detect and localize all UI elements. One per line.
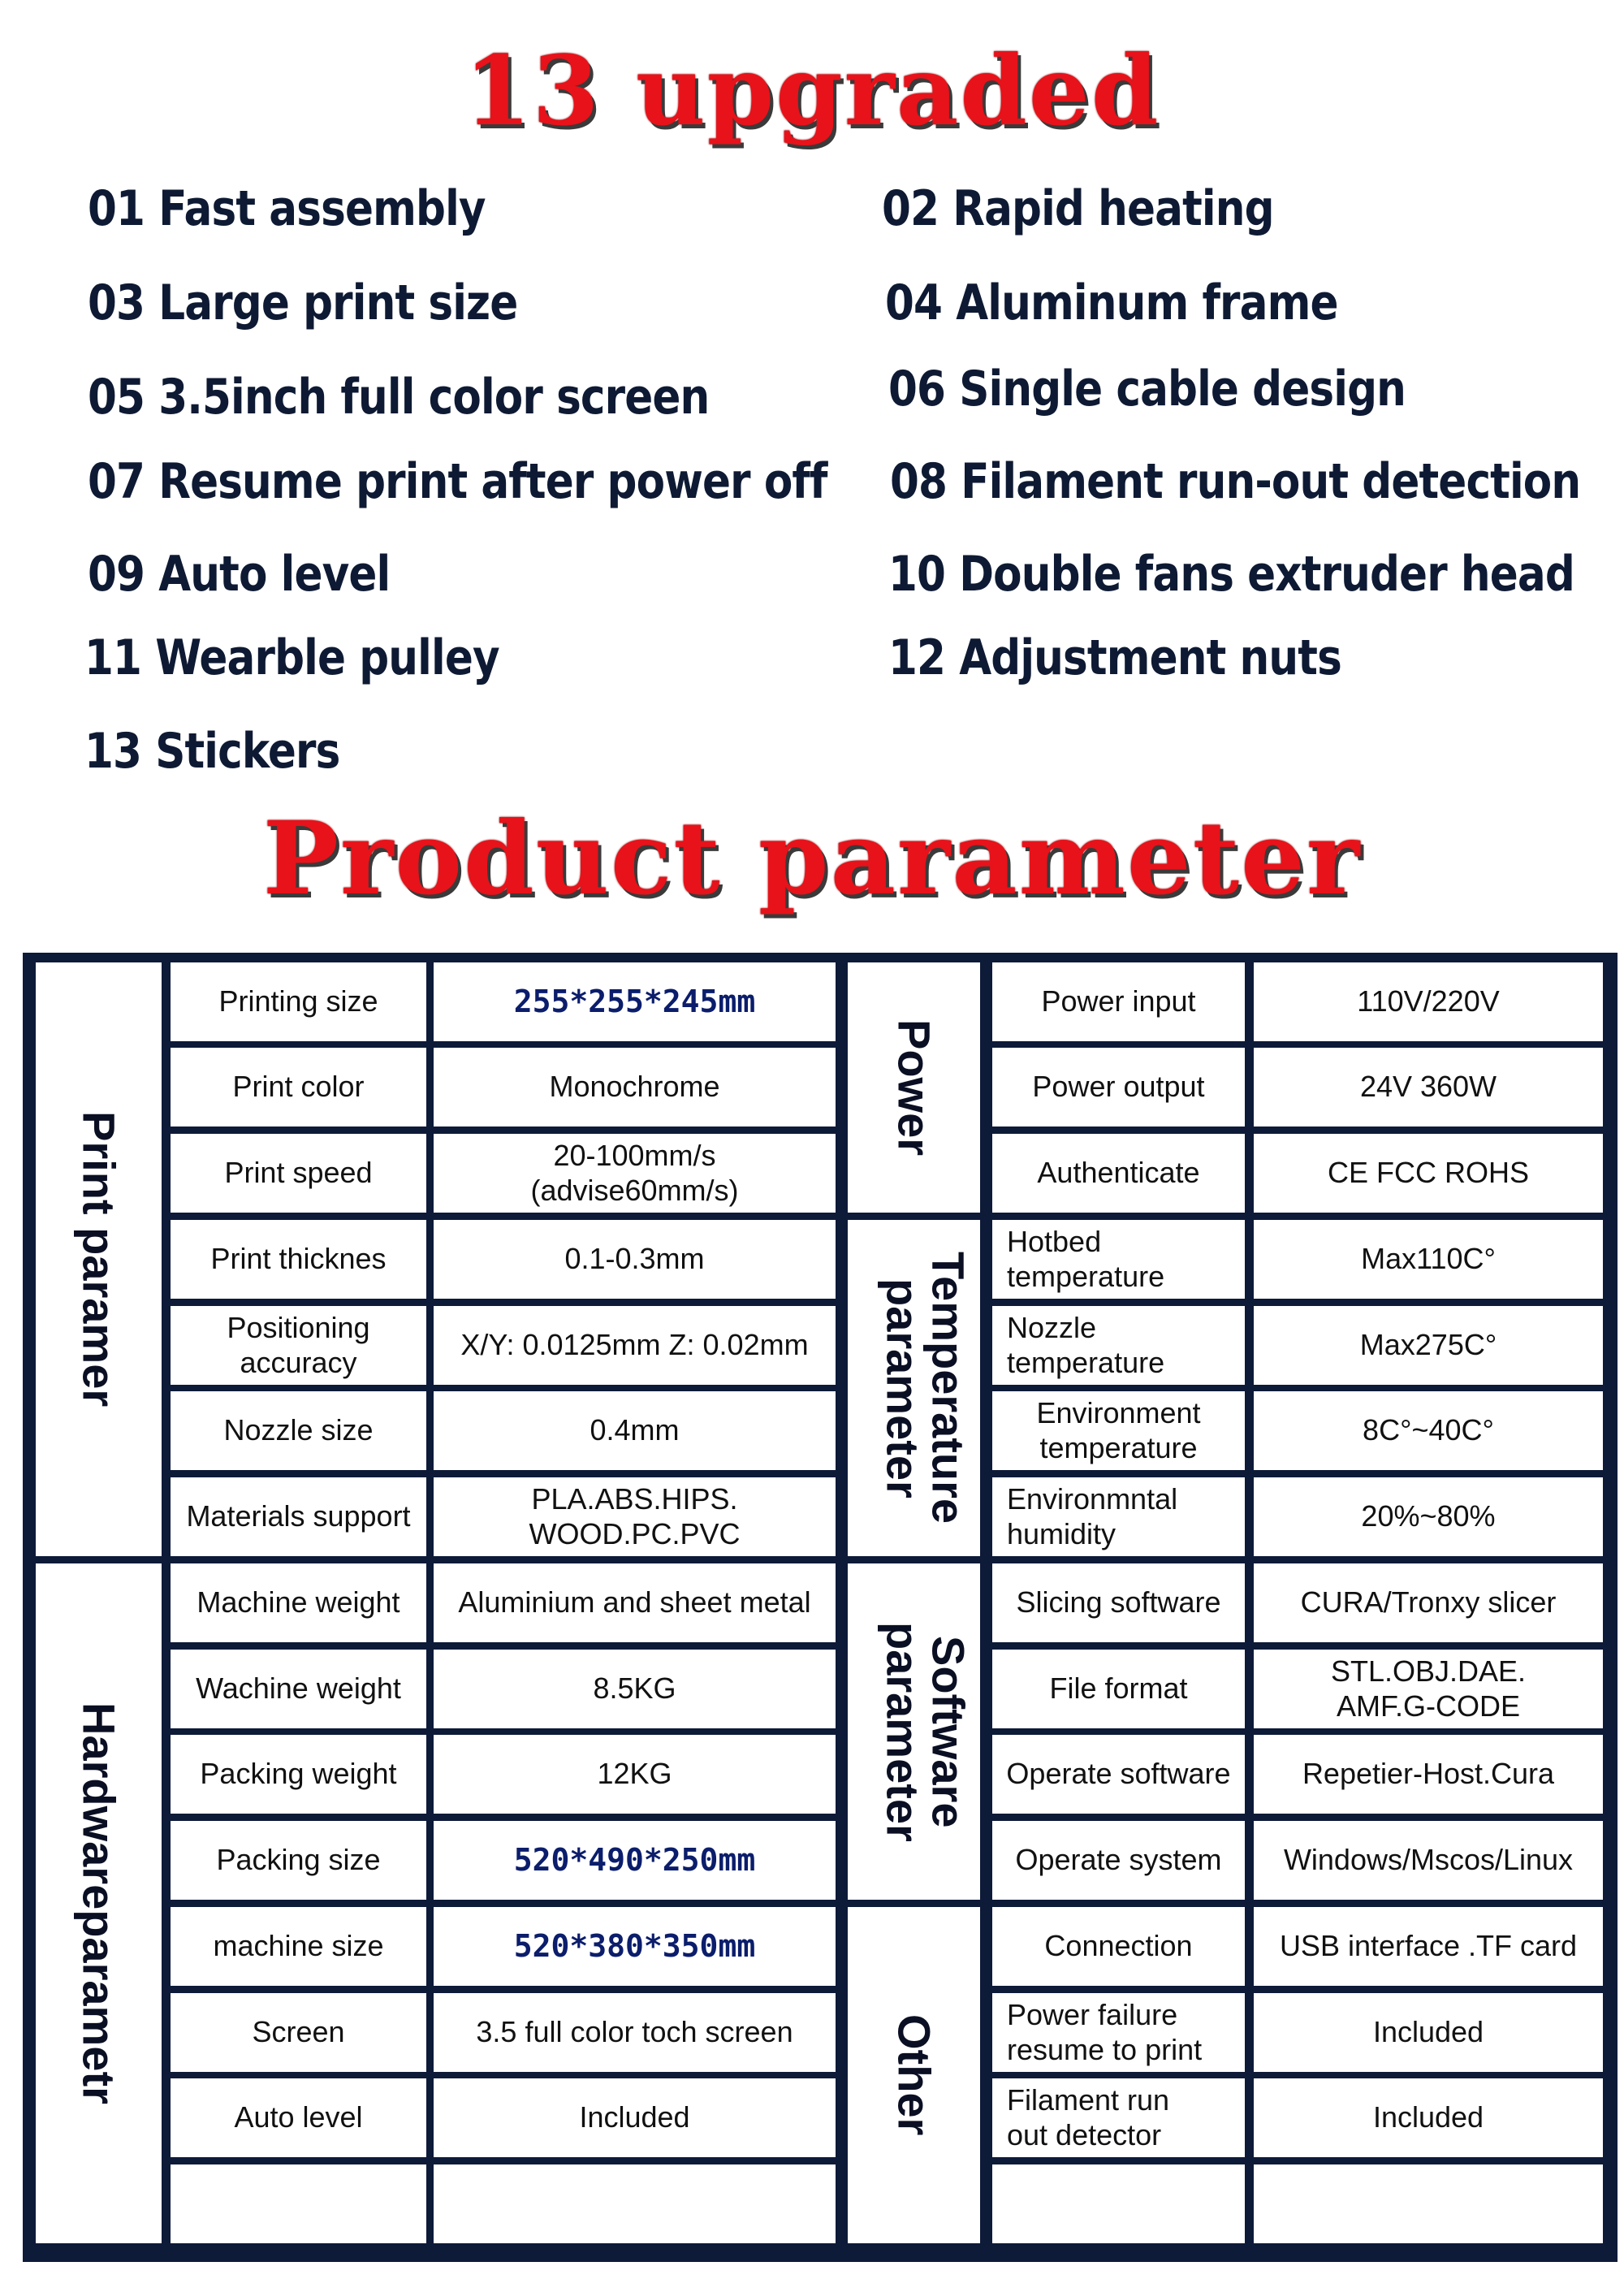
cell-text: 520*490*250mm [513,1842,756,1879]
param-label [171,1907,426,1986]
cell-text: 20%~80% [1361,1499,1496,1533]
param-value [434,1907,836,1986]
param-label [171,1563,426,1642]
cell-text: Max110C° [1361,1242,1496,1276]
cell-text: Materials support [186,1499,411,1533]
param-label [171,1477,426,1556]
group-label: Power [888,1018,940,1157]
param-label [171,1391,426,1470]
param-label [171,962,426,1041]
parameter-table [23,953,1618,2262]
cell-text: 8C°~40C° [1363,1413,1494,1447]
cell-text: CURA/Tronxy slicer [1300,1585,1557,1620]
feature-item: 13 Stickers [84,723,340,780]
param-value [1254,2078,1603,2157]
feature-item: 08 Filament run-out detection [890,453,1581,510]
param-label [992,1650,1245,1728]
group-temperature [848,1220,980,1556]
group-hardware [36,1563,162,2243]
cell-text: File format [1049,1671,1188,1706]
cell-text: Print speed [224,1156,373,1190]
group-label: Software parameter [877,1621,974,1842]
cell-text: Positioning accuracy [227,1311,370,1379]
param-value [1254,1134,1603,1213]
group-label: Hardwareparametr [73,1702,125,2104]
param-label [992,1477,1245,1556]
param-value [434,1391,836,1470]
cell-text: Print thicknes [210,1242,387,1276]
cell-text: Printing size [218,984,378,1018]
cell-text: Environmntal humidity [1007,1482,1178,1550]
param-value [1254,1048,1603,1127]
param-value [434,1220,836,1299]
param-label [171,1821,426,1900]
cell-text: Screen [252,2015,345,2049]
feature-item: 12 Adjustment nuts [888,629,1341,686]
cell-text: Nozzle temperature [1007,1311,1165,1379]
param-value [1254,1391,1603,1470]
cell-text: 24V 360W [1359,1070,1497,1104]
cell-text: Nozzle size [223,1413,374,1447]
group-label: Other [888,2014,940,2136]
param-label [171,1048,426,1127]
param-label [171,1993,426,2072]
param-label [992,1821,1245,1900]
param-label [171,1735,426,1814]
param-label [171,2078,426,2157]
cell-text: 12KG [597,1757,672,1791]
param-label [992,1563,1245,1642]
cell-text: Auto level [234,2100,363,2134]
feature-item: 07 Resume print after power off [88,453,827,510]
param-value [434,1821,836,1900]
param-label [992,1048,1245,1127]
param-value [434,1650,836,1728]
cell-text: Power input [1041,984,1196,1018]
param-label [992,1306,1245,1385]
group-power [848,962,980,1213]
cell-text: 520*380*350mm [513,1928,756,1965]
param-label [171,1306,426,1385]
cell-text: 0.4mm [590,1413,680,1447]
param-value [1254,962,1603,1041]
feature-item: 11 Wearble pulley [84,629,499,686]
param-value [434,2078,836,2157]
cell-text: Packing size [216,1843,381,1877]
param-label [171,1220,426,1299]
cell-text: Slicing software [1016,1585,1221,1620]
feature-item: 05 3.5inch full color screen [88,369,710,426]
cell-text: 110V/220V [1357,984,1500,1018]
group-print [36,962,162,1556]
cell-text: 0.1-0.3mm [564,1242,705,1276]
param-value [1254,1477,1603,1556]
upgraded-heading: 13 upgraded [464,34,1160,147]
cell-text: Filament run out detector [1007,2083,1170,2151]
param-value [434,1477,836,1556]
param-value [1254,1563,1603,1642]
cell-text: 255*255*245mm [513,984,756,1020]
param-value [434,1048,836,1127]
param-value [1254,2164,1603,2243]
feature-item: 03 Large print size [88,275,518,331]
product-parameter-heading: Product parameter [262,800,1362,918]
cell-text: USB interface .TF card [1279,1929,1578,1963]
param-value [1254,1907,1603,1986]
param-value [1254,1650,1603,1728]
param-value [434,1306,836,1385]
cell-text: machine size [213,1929,384,1963]
group-label: Print paramer [73,1111,125,1408]
feature-item: 04 Aluminum frame [885,275,1338,331]
param-label [992,1134,1245,1213]
param-value [434,1993,836,2072]
group-software [848,1563,980,1900]
param-value [434,2164,836,2243]
feature-item: 10 Double fans extruder head [888,546,1574,603]
cell-text: PLA.ABS.HIPS. WOOD.PC.PVC [529,1482,741,1550]
cell-text: 8.5KG [593,1671,676,1706]
param-label [992,1907,1245,1986]
cell-text: Operate software [1006,1757,1231,1791]
group-other [848,1907,980,2243]
param-label [992,2078,1245,2157]
cell-text: Wachine weight [196,1671,401,1706]
param-value [434,1563,836,1642]
param-label [992,1735,1245,1814]
cell-text: X/Y: 0.0125mm Z: 0.02mm [460,1328,809,1362]
cell-text: Environment temperature [1036,1396,1201,1464]
cell-text: Aluminium and sheet metal [458,1585,811,1620]
cell-text: Authenticate [1037,1156,1200,1190]
cell-text: Print color [232,1070,365,1104]
param-label [992,962,1245,1041]
cell-text: Included [1372,2015,1484,2049]
feature-item: 09 Auto level [88,546,391,603]
feature-item: 01 Fast assembly [88,180,486,237]
param-label [992,2164,1245,2243]
cell-text: Windows/Mscos/Linux [1283,1843,1574,1877]
cell-text: Connection [1044,1929,1193,1963]
param-label [992,1391,1245,1470]
param-value [434,1735,836,1814]
cell-text: Operate system [1015,1843,1222,1877]
param-value [1254,1821,1603,1900]
cell-text: Power failure resume to print [1007,1998,1203,2066]
param-label [171,1650,426,1728]
param-label [992,1220,1245,1299]
param-value [1254,1735,1603,1814]
param-label [992,1993,1245,2072]
feature-item: 02 Rapid heating [882,180,1274,237]
cell-text: STL.OBJ.DAE. AMF.G-CODE [1330,1654,1527,1723]
cell-text: CE FCC ROHS [1327,1156,1529,1190]
cell-text: Machine weight [197,1585,400,1620]
param-value [1254,1993,1603,2072]
param-value [434,962,836,1041]
param-label [171,2164,426,2243]
param-value [1254,1220,1603,1299]
cell-text: 3.5 full color toch screen [476,2015,793,2049]
feature-item: 06 Single cable design [888,361,1406,417]
param-value [1254,1306,1603,1385]
group-label: Temperature parameter [877,1252,974,1524]
cell-text: Max275C° [1359,1328,1497,1362]
cell-text: Monochrome [549,1070,720,1104]
cell-text: Included [579,2100,690,2134]
param-label [171,1134,426,1213]
cell-text: Hotbed temperature [1007,1225,1165,1293]
cell-text: 20-100mm/s (advise60mm/s) [530,1139,739,1207]
cell-text: Repetier-Host.Cura [1302,1757,1555,1791]
cell-text: Included [1372,2100,1484,2134]
param-value [434,1134,836,1213]
cell-text: Packing weight [200,1757,397,1791]
cell-text: Power output [1032,1070,1205,1104]
